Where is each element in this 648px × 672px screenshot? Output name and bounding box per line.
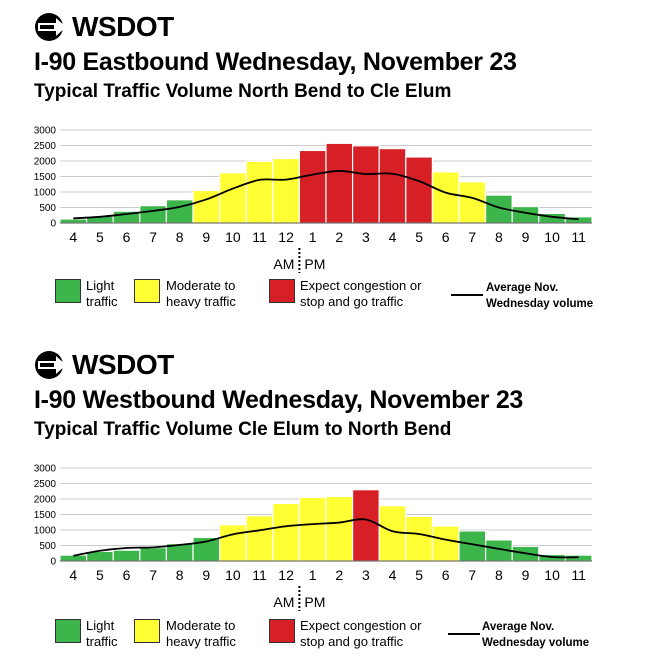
x-tick-label: 3 <box>362 229 370 245</box>
legend-average-label: Average Nov. Wednesday volume <box>486 282 594 310</box>
y-tick-label: 2500 <box>33 141 56 152</box>
legend-congestion-label: Expect congestion or stop and go traffic <box>300 618 422 649</box>
bar <box>140 548 167 561</box>
legend-moderate-label: Moderate to heavy traffic <box>166 278 236 309</box>
x-tick-label: 9 <box>202 567 211 583</box>
bar <box>273 503 300 561</box>
y-tick-label: 0 <box>50 218 56 230</box>
x-tick-label: 10 <box>544 567 560 583</box>
bar <box>273 159 300 223</box>
x-tick-label: 5 <box>415 229 423 245</box>
eastbound-chart <box>0 110 648 280</box>
y-tick-label: 3000 <box>33 463 56 475</box>
bar <box>326 497 353 561</box>
chart-title: I-90 Westbound Wednesday, November 23 <box>34 386 524 414</box>
x-tick-label: 6 <box>122 567 131 583</box>
x-tick-label: 11 <box>252 567 267 583</box>
x-tick-label: 11 <box>252 229 267 245</box>
westbound-chart <box>0 448 648 618</box>
legend-moderate-label: Moderate to heavy traffic <box>166 618 236 649</box>
y-tick-label: 500 <box>39 203 56 214</box>
bar <box>432 526 459 561</box>
bar <box>220 173 247 223</box>
bar <box>166 200 193 223</box>
x-tick-label: 7 <box>468 567 477 583</box>
eastbound-panel <box>0 0 648 334</box>
x-tick-label: 10 <box>544 229 560 245</box>
x-tick-label: 2 <box>335 229 344 245</box>
legend-light-swatch <box>55 279 81 303</box>
y-tick-label: 2000 <box>33 156 56 168</box>
am-label: AM <box>273 256 295 272</box>
bar <box>220 525 247 561</box>
bar <box>60 555 87 561</box>
y-tick-label: 0 <box>50 556 56 568</box>
x-tick-label: 5 <box>415 567 423 583</box>
y-tick-label: 3000 <box>33 125 56 137</box>
legend-average-line <box>451 294 483 296</box>
am-label: AM <box>273 594 295 610</box>
x-tick-label: 4 <box>69 229 78 245</box>
wsdot-logo <box>34 12 174 42</box>
x-tick-label: 4 <box>388 567 397 583</box>
bar <box>299 150 326 223</box>
x-tick-label: 8 <box>495 567 503 583</box>
chart-subtitle: Typical Traffic Volume North Bend to Cle Elum <box>34 81 452 102</box>
bar <box>113 550 140 561</box>
x-tick-label: 4 <box>388 229 397 245</box>
pm-label: PM <box>304 594 326 610</box>
x-tick-label: 1 <box>308 229 317 245</box>
x-tick-label: 6 <box>441 229 450 245</box>
bar <box>432 172 459 223</box>
pm-label: PM <box>304 256 326 272</box>
bar <box>246 516 273 561</box>
x-tick-label: 9 <box>202 229 211 245</box>
y-tick-label: 2000 <box>33 494 56 506</box>
x-tick-label: 2 <box>335 567 344 583</box>
bar <box>406 157 433 223</box>
wsdot-arrow-logo-icon <box>34 12 68 42</box>
legend-moderate-swatch <box>134 619 160 643</box>
x-tick-label: 6 <box>122 229 131 245</box>
x-tick-label: 7 <box>149 567 157 583</box>
westbound-panel <box>0 338 648 672</box>
y-tick-label: 1500 <box>33 510 56 521</box>
x-tick-label: 3 <box>362 567 370 583</box>
legend-average-label: Average Nov. Wednesday volume <box>482 621 590 649</box>
x-tick-label: 7 <box>149 229 157 245</box>
x-tick-label: 4 <box>69 567 78 583</box>
x-tick-label: 9 <box>521 567 530 583</box>
bar <box>379 149 406 223</box>
wsdot-logo-text: WSDOT <box>72 349 174 380</box>
x-tick-label: 8 <box>495 229 503 245</box>
x-tick-label: 7 <box>468 229 477 245</box>
x-tick-label: 10 <box>225 229 241 245</box>
x-tick-label: 12 <box>278 229 294 245</box>
bar <box>459 182 486 223</box>
legend-average-line <box>448 633 480 635</box>
bar <box>140 206 167 223</box>
bar <box>299 497 326 561</box>
x-tick-label: 10 <box>225 567 241 583</box>
wsdot-logo-text: WSDOT <box>72 11 174 42</box>
legend-congestion-swatch <box>269 619 295 643</box>
bar <box>246 161 273 223</box>
legend-moderate-swatch <box>134 279 160 303</box>
bar <box>353 490 380 561</box>
x-tick-label: 11 <box>571 229 586 245</box>
legend-light-label: Light traffic <box>86 278 118 309</box>
x-tick-label: 12 <box>278 567 294 583</box>
bar <box>326 143 353 223</box>
x-tick-label: 5 <box>96 229 104 245</box>
y-tick-label: 2500 <box>33 479 56 490</box>
x-tick-label: 6 <box>441 567 450 583</box>
y-tick-label: 1000 <box>33 187 56 199</box>
x-tick-label: 11 <box>571 567 586 583</box>
chart-subtitle: Typical Traffic Volume Cle Elum to North Bend <box>34 419 452 440</box>
bar <box>60 219 87 223</box>
legend-light-swatch <box>55 619 81 643</box>
legend-congestion-label: Expect congestion or stop and go traffic <box>300 278 422 309</box>
chart-title: I-90 Eastbound Wednesday, November 23 <box>34 48 517 76</box>
y-tick-label: 500 <box>39 541 56 552</box>
x-tick-label: 9 <box>521 229 530 245</box>
legend-congestion-swatch <box>269 279 295 303</box>
x-tick-label: 8 <box>175 229 184 245</box>
bar <box>353 146 380 223</box>
bar <box>406 516 433 561</box>
wsdot-arrow-logo-icon <box>34 350 68 380</box>
y-tick-label: 1000 <box>33 525 56 537</box>
wsdot-logo <box>34 350 174 380</box>
y-tick-label: 1500 <box>33 172 56 183</box>
legend-light-label: Light traffic <box>86 618 118 649</box>
x-tick-label: 8 <box>175 567 184 583</box>
x-tick-label: 1 <box>308 567 317 583</box>
x-tick-label: 5 <box>96 567 104 583</box>
